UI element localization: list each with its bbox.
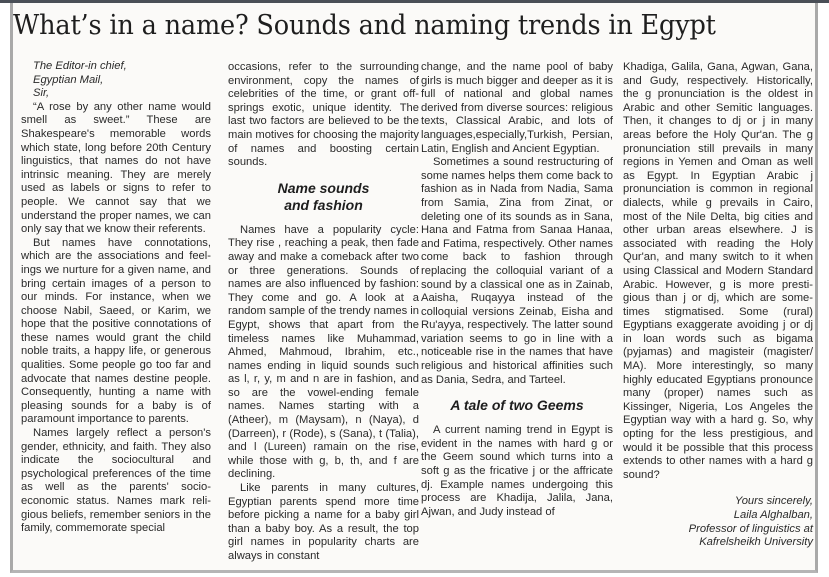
column-2 <box>228 61 419 564</box>
salutation-greeting: Sir, <box>33 87 50 100</box>
paragraph: Names have a popularity cycle: They rise , reaching a peak, then fade away and make a comeback after two or three generations. Sounds of names are also influenced by fashion: They come and go. A look at a random sample of the trendy names in Egypt, shows that apart from the timeless names like Muhammad, Ahmed, Mahmoud, Ibrahim, etc., names ending in liquid sounds such as l, r, y, m and n are in fashion, and so are the vowel-ending female names. Names starting with a (Atheer), m (Maysam), n (Naya), d (Darreen), r (Rode), s (Sana), t (Talia), and l (Lureen) ramain on the rise, while those with g, b, th, and f are declining. <box>228 223 419 481</box>
paragraph: But names have connotations, which are the associations and feelings we nurture for a given name, and bring certain images of a person to our minds. For instance, when we choose Nabil, Saeed, or Karim, we hope that the positive connotations of these names would grant the child noble traits, a happy life, or generous qualities. Some people go too far and advocate that names destine people. Consequently, hunting a name with pleasing sounds for a baby is of paramount importance to parents. <box>21 236 211 426</box>
paragraph: occasions, refer to the surrounding environment, copy the names of celebrities of the time, or grant offsprings exotic, unique identity. The last two factors are believed to be the main motives for choosing the majority of names and boosting certain sounds. <box>228 61 419 169</box>
signature-name: Laila Alghalban, <box>733 509 813 521</box>
column-4 <box>623 61 813 550</box>
signature-block <box>623 495 813 549</box>
subheading-line: and fashion <box>284 196 363 213</box>
subheading-two-geems: A tale of two Geems <box>450 397 584 414</box>
signature-closing: Yours sincerely, <box>734 495 813 508</box>
signature-title: Professor of linguistics at <box>688 522 813 535</box>
column-1 <box>21 60 211 536</box>
paragraph: change, and the name pool of baby girls is much bigger and deeper as it is full of national and global names derived from diverse sources: religious texts, Classical Arabic, and lots of languages,especially,Turkish, Persian, Latin, English and Ancient Egyptian. <box>421 61 613 155</box>
article-headline: What’s in a name? Sounds and naming trends in Egypt <box>13 9 716 41</box>
subheading-line: Name sounds <box>277 179 370 196</box>
paragraph: Sometimes a sound restructuring of some names helps them come back to fashion as in Nada from Nadia, Sama from Samia, Zina from Zinat, or deleting one of its sounds as in Sana, Hana and Fatma from Sanaa Hanaa, and Fatima, respectively. Other names come back to fashion through replacing the colloquial variant of a sound by a classical one as in Zainab, Aaisha, Ruqayya instead of the colloquial versions Zeinab, Eisha and Ru'ayya, respectively. The latter sound variation seems to go in line with a noticeable rise in the names that have religious and historical affinities such as Dania, Sedra, and Tarteel. <box>421 156 613 386</box>
paragraph: A current naming trend in Egypt is evident in the names with hard g or the Geem sound which turns into a soft g as the fricative j or the affricate dj. Example names undergoing this process are Khadija, Jalila, Jana, Ajwan, and Judy instead of <box>421 424 613 518</box>
paragraph: Names largely reflect a person's gender, ethnicity, and faith. They also indicate the sociocultural and psychological preferences of the time as well as the parents' socio-economic status. Names mark religious beliefs, remember seniors in the family, commemorate special <box>21 427 211 535</box>
paragraph: Khadiga, Galila, Gana, Agwan, Gana, and Gudy, respectively. Historically, the g pronunciation is the oldest in Arabic and other Semitic languages. Then, it changes to dj or j in many areas before the Holy Qur'an. The g pronunciation still prevails in many regions in Yemen and Oman as well as Egypt. In Egyptian Arabic j pronunciation is common in regional dialects, while g prevails in Cairo, most of the Nile Delta, big cities and other urban areas elsewhere. J is associated with reading the Holy Qur'an, and many switch to it when using Classical and Modern Standard Arabic. However, g is more prestigious than j or dj, which are sometimes stigmatised. Some (rural) Egyptians exaggerate avoiding j or dj in loan words such as bigama (pyjamas) and magisteir (magister/ MA). More interestingly, so many highly educated Egyptians pronounce many (proper) names such as Kissinger, Nigeria, Los Angeles the Egyptian way with a hard g. So, why opting for the less prestigious, and would it be possible that this process extends to other names with a hard g sound? <box>623 61 813 481</box>
signature-institution: Kafrelsheikh University <box>699 536 813 549</box>
paragraph: Like parents in many cultures, Egyptian parents spend more time before picking a name for a baby girl than a baby boy. As a result, the top girl names in popularity charts are always in constant <box>228 482 419 562</box>
salutation <box>21 60 211 101</box>
subheading-name-sounds <box>228 180 419 214</box>
salutation-publication: Egyptian Mail, <box>33 73 104 86</box>
salutation-recipient: The Editor-in chief, <box>33 60 127 72</box>
column-3 <box>421 61 613 519</box>
paragraph: “A rose by any other name would smell as sweet.” These are Shakespeare's memorable words which state, long before 20th Century linguistics, that names do not have intrinsic meaning. They are merely used as labels or signs to refer to people. We cannot say that we understand the proper names, we can only say that we know their referents. <box>21 100 211 236</box>
